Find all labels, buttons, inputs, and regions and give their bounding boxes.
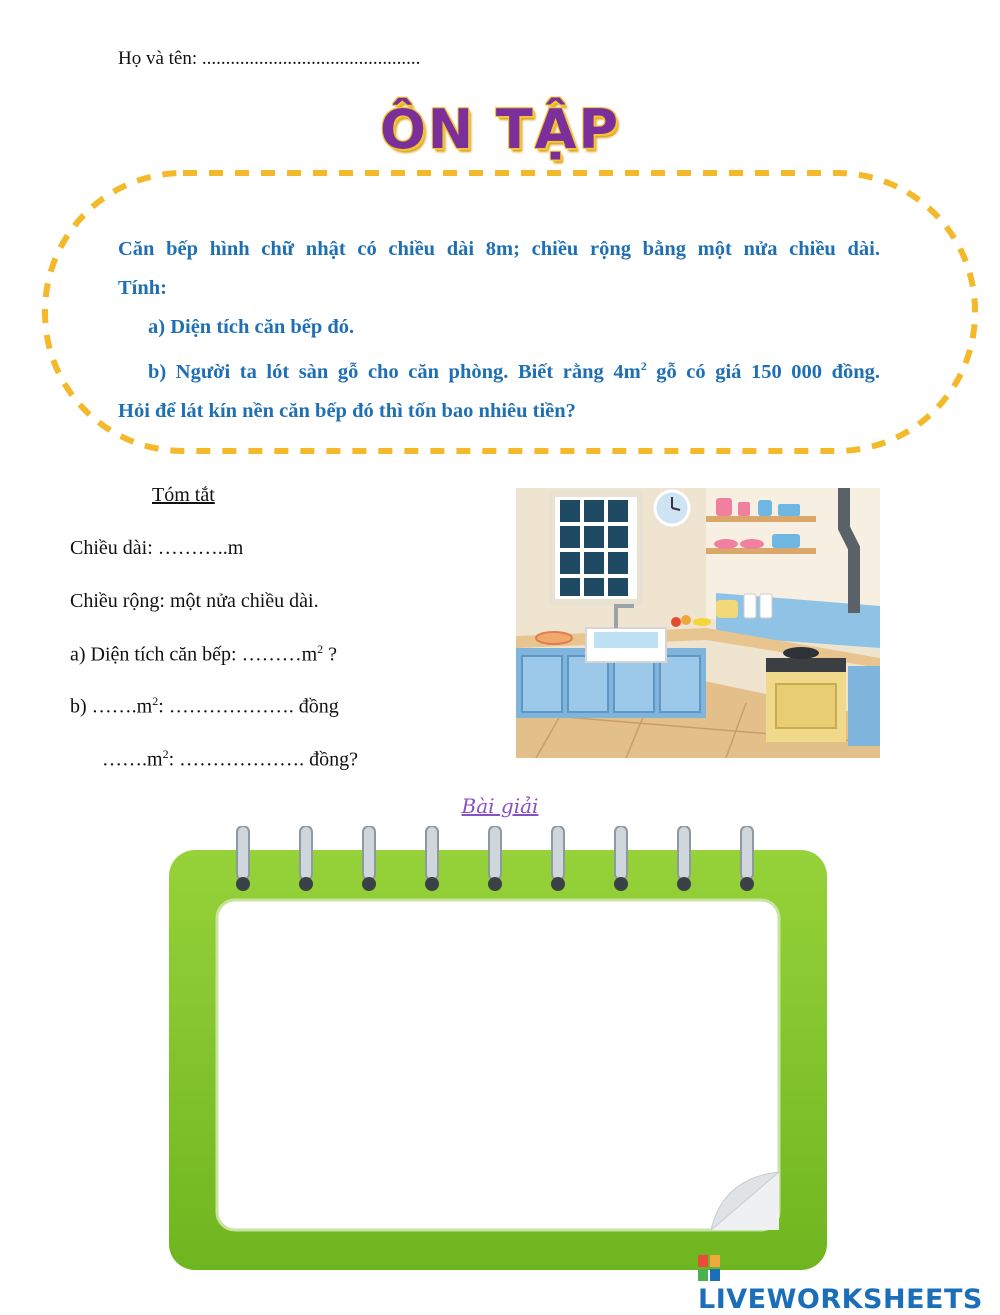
part-b-sup: 2 [640, 359, 647, 373]
summary-title: Tóm tắt [152, 484, 215, 506]
summary-b2-sup: 2 [162, 747, 169, 761]
summary-b1[interactable] [70, 694, 339, 719]
problem-line-2: Tính: [118, 277, 167, 299]
summary-b1-text: b) …….m [70, 695, 153, 718]
solution-label: Bài giải [461, 794, 539, 818]
brand-text: LIVEWORKSHEETS [698, 1284, 983, 1315]
part-b-text: b) Người ta lót sàn gỗ cho căn phòng. Biết rằng 4m [148, 360, 641, 383]
summary-length[interactable]: Chiều dài: ………..m [70, 537, 244, 559]
summary-b2-text: …….m [102, 748, 163, 771]
problem-line-1: Căn bếp hình chữ nhật có chiều dài 8m; chiều rộng bằng một nửa chiều dài. [118, 238, 880, 260]
student-name-line[interactable] [118, 48, 420, 70]
summary-a-end: ? [323, 643, 338, 666]
summary-b1-sup: 2 [152, 694, 159, 708]
problem-part-b [118, 347, 880, 392]
problem-statement [118, 230, 880, 431]
part-b-text-2: gỗ có giá 150 000 đồng. [646, 360, 880, 383]
summary-b2[interactable] [102, 747, 358, 772]
name-dots: .............................................. [201, 48, 421, 69]
summary-a-sup: 2 [317, 642, 324, 656]
summary-b2-end: : ………………. đồng? [168, 748, 358, 771]
problem-part-a: a) Diện tích căn bếp đó. [148, 316, 355, 338]
problem-last-line: Hỏi để lát kín nền căn bếp đó thì tốn bao nhiêu tiền? [118, 399, 576, 422]
kitchen-illustration [516, 488, 880, 758]
summary-b1-end: : ………………. đồng [158, 695, 339, 718]
liveworksheets-logo [698, 1253, 1000, 1315]
logo-icon [698, 1255, 720, 1281]
answer-area[interactable] [222, 904, 772, 1224]
summary-width: Chiều rộng: một nửa chiều dài. [70, 590, 319, 612]
name-label: Họ và tên: [118, 48, 198, 69]
summary-a[interactable] [70, 642, 337, 667]
summary-a-text: a) Diện tích căn bếp: ………m [70, 643, 318, 666]
page-title: ÔN TẬP [379, 98, 621, 161]
